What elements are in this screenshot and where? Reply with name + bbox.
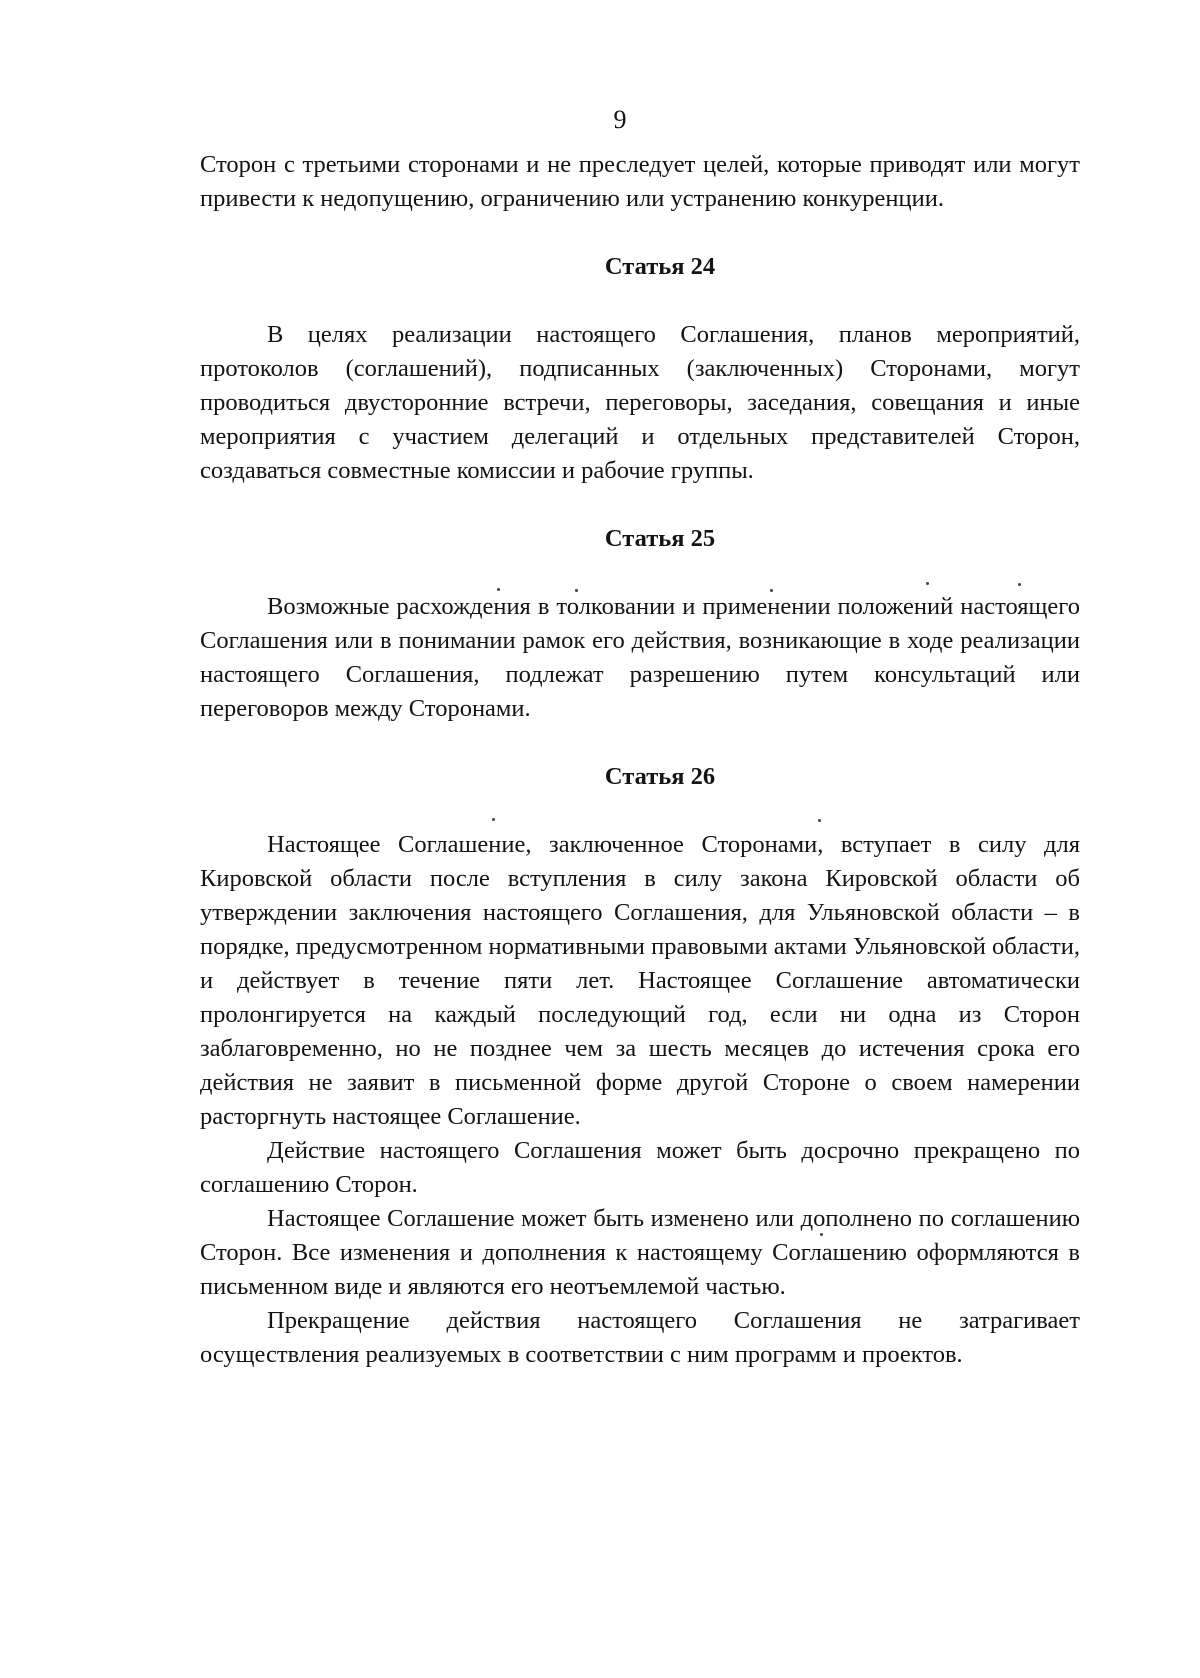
spacer bbox=[200, 794, 1080, 828]
article-26-paragraph-3: Настоящее Соглашение может быть изменено или дополнено по соглашению Сторон. Все изменения и дополнения к настоящему Соглашению оформляются в письменном виде и являются его неотъемлемой частью. bbox=[200, 1205, 1080, 1300]
spacer bbox=[200, 556, 1080, 590]
article-26-paragraph-2: Действие настоящего Соглашения может быть досрочно прекращено по соглашению Сторон. bbox=[200, 1137, 1080, 1198]
article-24-heading: Статья 24 bbox=[604, 253, 716, 280]
article-25-paragraph: Возможные расхождения в толковании и применении положений настоящего Соглашения или в понимании рамок его действия, возникающие в ходе реализации настоящего Соглашения, подлежат разрешению путем консультаций или переговоров между Сторонами. bbox=[200, 593, 1080, 722]
document-body bbox=[200, 148, 1080, 1372]
article-26-heading: Статья 26 bbox=[604, 763, 716, 790]
spacer bbox=[200, 284, 1080, 318]
article-26-paragraph-4: Прекращение действия настоящего Соглашения не затрагивает осуществления реализуемых в соответствии с ним программ и проектов. bbox=[200, 1307, 1080, 1368]
article-26-paragraph-1: Настоящее Соглашение, заключенное Сторонами, вступает в силу для Кировской области после вступления в силу закона Кировской области об утверждении заключения настоящего Соглашения, для Ульяновской области – в порядке, предусмотренном нормативными правовыми актами Ульяновской области, и действует в течение пяти лет. Настоящее Соглашение автоматически пролонгируется на каждый последующий год, если ни одна из Сторон заблаговременно, но не позднее чем за шесть месяцев до истечения срока его действия не заявит в письменной форме другой Стороне о своем намерении расторгнуть настоящее Соглашение. bbox=[200, 831, 1080, 1130]
article-24-paragraph: В целях реализации настоящего Соглашения, планов мероприятий, протоколов (соглашений), подписанных (заключенных) Сторонами, могут проводиться двусторонние встречи, переговоры, заседания, совещания и иные мероприятия с участием делегаций и отдельных представителей Сторон, создаваться совместные комиссии и рабочие группы. bbox=[200, 321, 1080, 484]
page-number: 9 bbox=[613, 105, 627, 134]
spacer bbox=[200, 216, 1080, 250]
spacer bbox=[200, 488, 1080, 522]
spacer bbox=[200, 726, 1080, 760]
article-25-heading: Статья 25 bbox=[604, 525, 716, 552]
paragraph-continuation: Сторон с третьими сторонами и не преследует целей, которые приводят или могут привести к недопущению, ограничению или устранению конкуренции. bbox=[200, 151, 1080, 212]
